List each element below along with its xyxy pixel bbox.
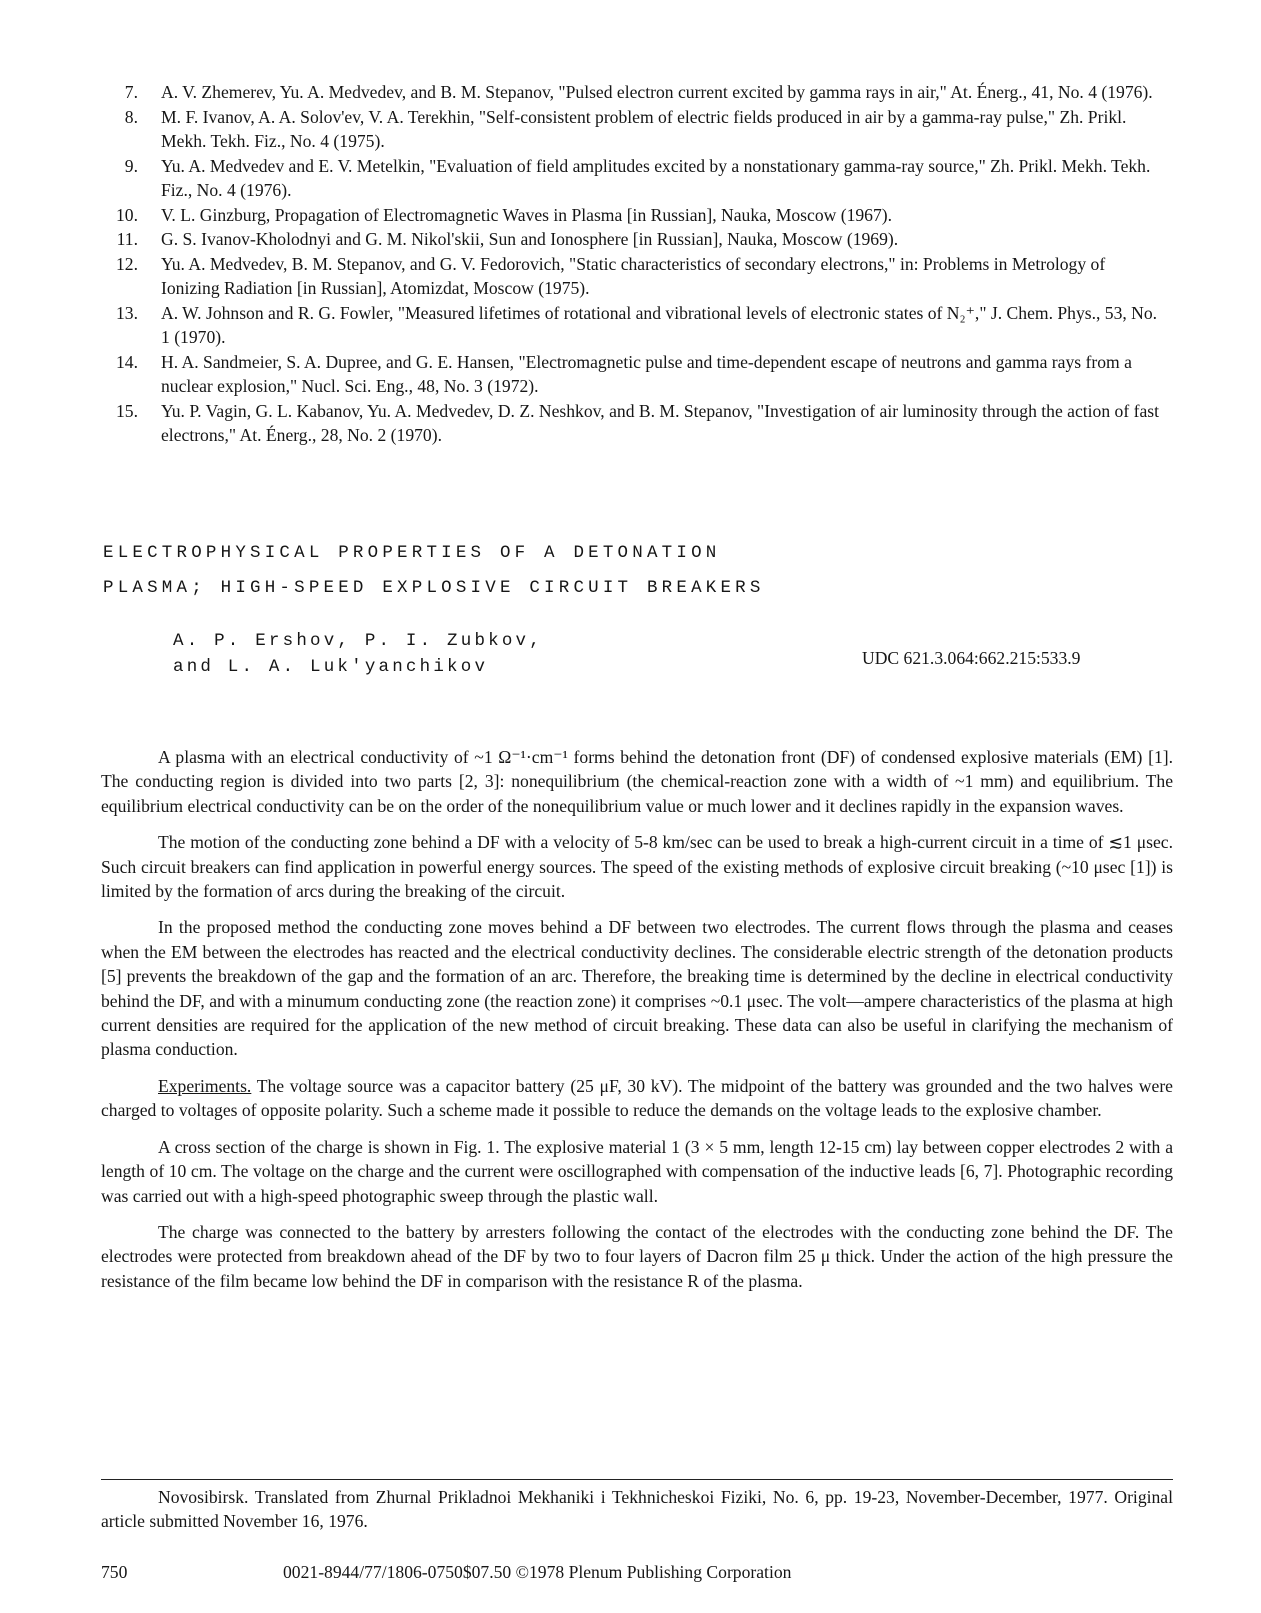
article-title-line-1: ELECTROPHYSICAL PROPERTIES OF A DETONATION: [103, 543, 721, 563]
publication-info: 0021-8944/77/1806-0750$07.50 ©1978 Plenum Publishing Corporation: [283, 1562, 792, 1582]
reference-item: [0, 252, 1261, 301]
reference-text: Yu. A. Medvedev and E. V. Metelkin, "Evaluation of field amplitudes excited by a nonstationary gamma-ray source," Zh. Prikl. Mekh. Tekh. Fiz., No. 4 (1976).: [161, 155, 1151, 200]
reference-item: [0, 227, 1261, 252]
body-paragraph: A plasma with an electrical conductivity of ~1 Ω⁻¹·cm⁻¹ forms behind the detonation front (DF) of condensed explosive materials (EM) [1]. The conducting region is divided into two parts [2, 3]: nonequilibrium (the chemical-reaction zone with a width of ~1 mm) and equilibrium. The equilibrium electrical conductivity can be on the order of the nonequilibrium value or much lower and it declines rapidly in the expansion waves.: [101, 747, 1173, 816]
footnote-text: Novosibirsk. Translated from Zhurnal Prikladnoi Mekhaniki i Tekhnicheskoi Fiziki, No. 6, pp. 19-23, November-December, 1977. Original article submitted November 16, 1976.: [101, 1487, 1173, 1532]
reference-item: [0, 80, 1261, 105]
reference-text: M. F. Ivanov, A. A. Solov'ev, V. A. Terekhin, "Self-consistent problem of electric fields produced in air by a gamma-ray pulse," Zh. Prikl. Mekh. Tekh. Fiz., No. 4 (1975).: [161, 106, 1127, 151]
reference-item: [0, 154, 1261, 203]
reference-text: H. A. Sandmeier, S. A. Dupree, and G. E. Hansen, "Electromagnetic pulse and time-dependent escape of neutrons and gamma rays from a nuclear explosion," Nucl. Sci. Eng., 48, No. 3 (1972).: [161, 351, 1132, 396]
reference-text: G. S. Ivanov-Kholodnyi and G. M. Nikol'skii, Sun and Ionosphere [in Russian], Nauka, Moscow (1969).: [161, 229, 899, 249]
udc-code: UDC 621.3.064:662.215:533.9: [862, 648, 1081, 668]
article-title-line-2: PLASMA; HIGH-SPEED EXPLOSIVE CIRCUIT BREAKERS: [103, 578, 765, 598]
body-paragraph: A cross section of the charge is shown in Fig. 1. The explosive material 1 (3 × 5 mm, length 12-15 cm) lay between copper electrodes 2 with a length of 10 cm. The voltage on the charge and the current were oscillographed with compensation of the inductive leads [6, 7]. Photographic recording was carried out with a high-speed photographic sweep through the plastic wall.: [101, 1136, 1173, 1206]
article-authors-line-1: A. P. Ershov, P. I. Zubkov,: [173, 631, 543, 651]
body-paragraph: The charge was connected to the battery by arresters following the contact of the electrodes with the conducting zone behind the DF. The electrodes were protected from breakdown ahead of the DF by two to four layers of Dacron film 25 μ thick. Under the action of the high pressure the resistance of the film became low behind the DF in comparison with the resistance R of the plasma.: [101, 1221, 1173, 1291]
reference-number: 9.: [124, 155, 138, 176]
footnote: [101, 1485, 1173, 1534]
reference-item: [0, 301, 1261, 350]
reference-item: [0, 350, 1261, 399]
reference-text: Yu. A. Medvedev, B. M. Stepanov, and G. V. Fedorovich, "Static characteristics of secondary electrons," in: Problems in Metrology of Ionizing Radiation [in Russian], Atomizdat, Moscow (1975).: [161, 253, 1106, 298]
reference-text: A. W. Johnson and R. G. Fowler, "Measured lifetimes of rotational and vibrational levels of electronic states of N₂⁺," J. Chem. Phys., 53, No. 1 (1970).: [161, 302, 1158, 347]
reference-item: [0, 203, 1261, 228]
body-paragraph: The motion of the conducting zone behind a DF with a velocity of 5-8 km/sec can be used to break a high-current circuit in a time of ≲1 μsec. Such circuit breakers can find application in powerful energy sources. The speed of the existing methods of explosive circuit breaking (~10 μsec [1]) is limited by the formation of arcs during the breaking of the circuit.: [101, 832, 1173, 902]
reference-item: [0, 105, 1261, 154]
reference-list: [0, 80, 1261, 448]
reference-number: 13.: [116, 302, 138, 323]
footnote-divider: [101, 1479, 1173, 1480]
body-paragraph-text: The voltage source was a capacitor battery (25 μF, 30 kV). The midpoint of the battery was grounded and the two halves were charged to voltages of opposite polarity. Such a scheme made it possible to reduce the demands on the voltage leads to the explosive chamber.: [101, 1075, 1173, 1121]
reference-text: Yu. P. Vagin, G. L. Kabanov, Yu. A. Medvedev, D. Z. Neshkov, and B. M. Stepanov, "Investigation of air luminosity through the action of fast electrons," At. Énerg., 28, No. 2 (1970).: [161, 400, 1159, 445]
reference-number: 12.: [116, 253, 138, 274]
reference-text: V. L. Ginzburg, Propagation of Electromagnetic Waves in Plasma [in Russian], Nauka, Moscow (1967).: [161, 204, 893, 225]
body-paragraph: In the proposed method the conducting zone moves behind a DF between two electrodes. The current flows through the plasma and ceases when the EM between the electrodes has reacted and the electrical conductivity declines. The considerable electric strength of the detonation products [5] prevents the breakdown of the gap and the formation of an arc. Therefore, the breaking time is determined by the decline in electrical conductivity behind the DF, and with a minumum conducting zone (the reaction zone) it comprises ~0.1 μsec. The volt—ampere characteristics of the plasma at high current densities are required for the application of the new method of circuit breaking. These data can also be useful in clarifying the mechanism of plasma conduction.: [101, 917, 1173, 1060]
body-paragraph: [101, 1074, 1173, 1123]
reference-number: 14.: [116, 351, 138, 372]
reference-number: 8.: [124, 106, 138, 127]
article-authors-line-2: and L. A. Luk'yanchikov: [173, 657, 489, 677]
reference-number: 10.: [116, 204, 138, 225]
reference-item: [0, 399, 1261, 448]
reference-text: A. V. Zhemerev, Yu. A. Medvedev, and B. M. Stepanov, "Pulsed electron current excited by gamma rays in air," At. Énerg., 41, No. 4 (1976).: [161, 82, 1153, 102]
article-body: [101, 745, 1173, 1305]
page-number: 750: [101, 1562, 128, 1582]
reference-number: 7.: [124, 82, 138, 102]
section-heading: Experiments.: [158, 1075, 252, 1096]
reference-number: 15.: [116, 400, 138, 421]
reference-number: 11.: [116, 229, 138, 249]
